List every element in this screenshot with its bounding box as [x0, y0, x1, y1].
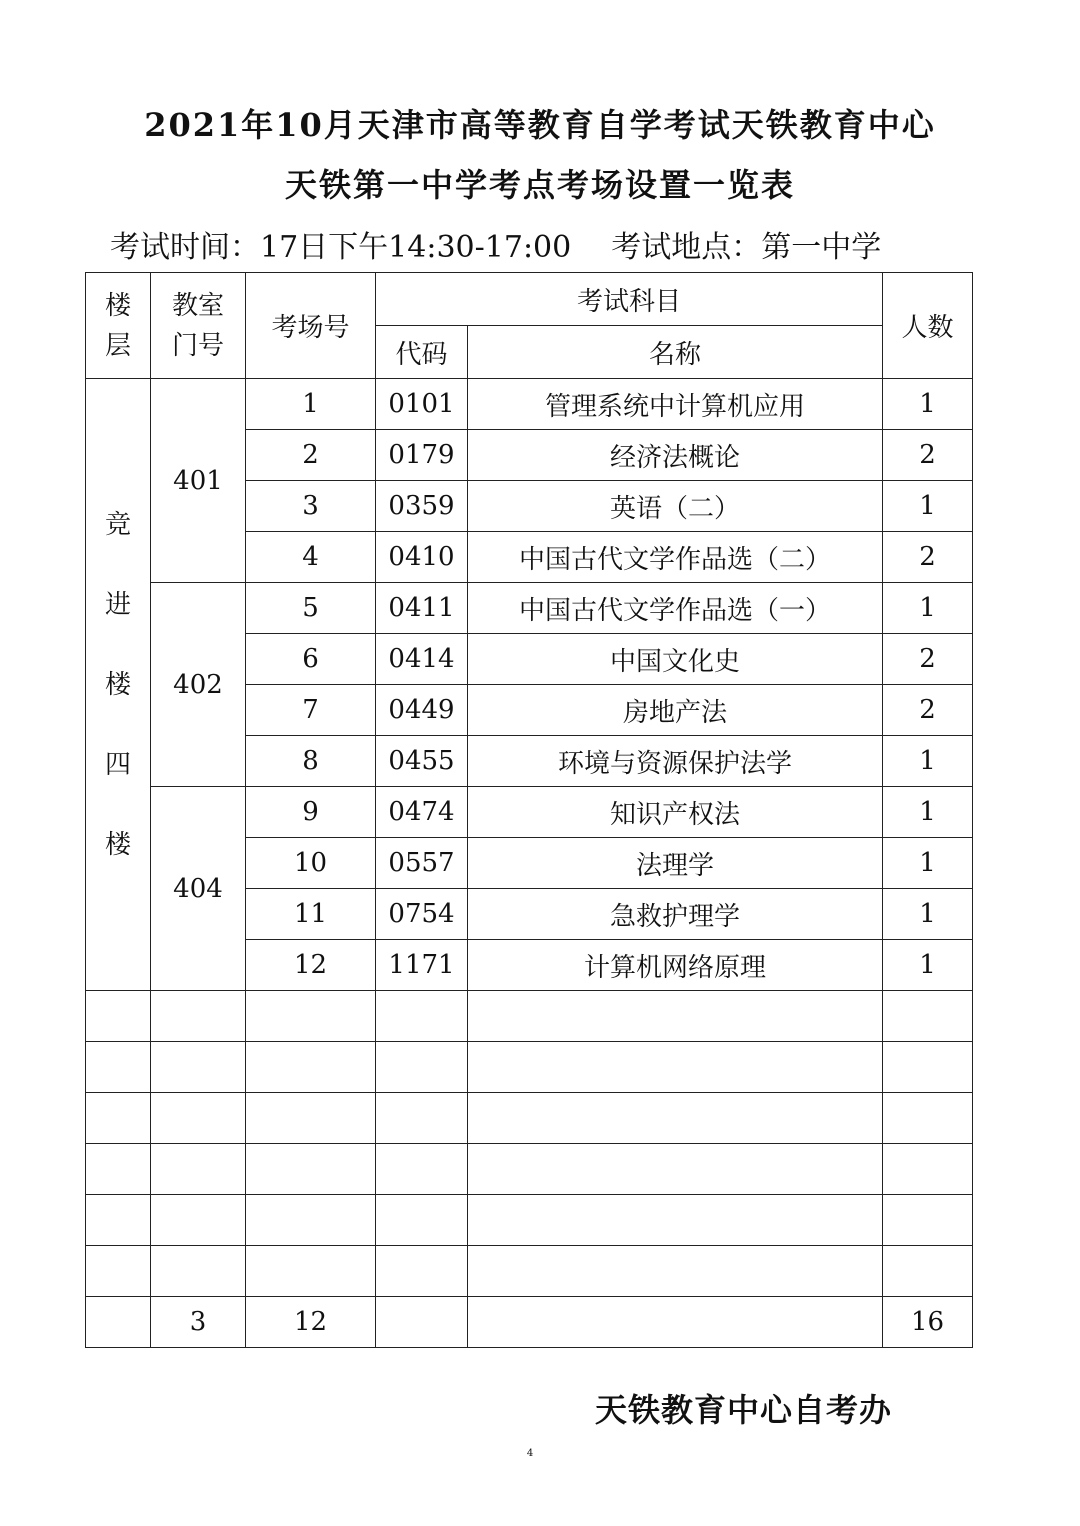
empty-row [86, 1246, 973, 1297]
count-cell: 2 [883, 685, 973, 736]
hall-cell: 7 [246, 685, 376, 736]
code-cell: 0455 [376, 736, 468, 787]
header-hall: 考场号 [246, 273, 376, 379]
table-row [86, 379, 973, 430]
header-count: 人数 [883, 273, 973, 379]
code-cell: 0411 [376, 583, 468, 634]
code-cell: 0101 [376, 379, 468, 430]
code-cell: 0410 [376, 532, 468, 583]
exam-time-value: 17日下午14:30-17:00 [260, 230, 572, 265]
empty-row [86, 1144, 973, 1195]
hall-cell: 9 [246, 787, 376, 838]
hall-cell: 8 [246, 736, 376, 787]
page-number: 4 [526, 1448, 534, 1459]
table-row [86, 583, 973, 634]
hall-cell: 4 [246, 532, 376, 583]
code-cell: 0557 [376, 838, 468, 889]
hall-cell: 12 [246, 940, 376, 991]
room-cell-404: 404 [151, 787, 246, 991]
totals-row [86, 1297, 973, 1348]
empty-row [86, 1093, 973, 1144]
name-cell: 英语（二） [468, 481, 883, 532]
total-rooms: 3 [151, 1297, 246, 1348]
code-cell: 0449 [376, 685, 468, 736]
hall-cell: 1 [246, 379, 376, 430]
empty-row [86, 1195, 973, 1246]
header-name: 名称 [468, 326, 883, 379]
empty-row [86, 991, 973, 1042]
count-cell: 1 [883, 889, 973, 940]
header-room: 教室门号 [151, 273, 246, 379]
code-cell: 0359 [376, 481, 468, 532]
hall-cell: 2 [246, 430, 376, 481]
count-cell: 1 [883, 940, 973, 991]
hall-cell: 10 [246, 838, 376, 889]
name-cell: 经济法概论 [468, 430, 883, 481]
name-cell: 中国文化史 [468, 634, 883, 685]
total-count: 16 [883, 1297, 973, 1348]
count-cell: 1 [883, 481, 973, 532]
header-code: 代码 [376, 326, 468, 379]
code-cell: 0754 [376, 889, 468, 940]
hall-cell: 6 [246, 634, 376, 685]
exam-place-label: 考试地点： [611, 230, 762, 265]
count-cell: 2 [883, 532, 973, 583]
name-cell: 计算机网络原理 [468, 940, 883, 991]
name-cell: 中国古代文学作品选（一） [468, 583, 883, 634]
page-title: 2021年10月天津市高等教育自学考试天铁教育中心 [144, 106, 936, 144]
name-cell: 环境与资源保护法学 [468, 736, 883, 787]
code-cell: 0414 [376, 634, 468, 685]
hall-cell: 11 [246, 889, 376, 940]
room-cell-402: 402 [151, 583, 246, 787]
signature: 天铁教育中心自考办 [595, 1391, 893, 1429]
count-cell: 2 [883, 430, 973, 481]
name-cell: 急救护理学 [468, 889, 883, 940]
count-cell: 2 [883, 634, 973, 685]
name-cell: 法理学 [468, 838, 883, 889]
code-cell: 0179 [376, 430, 468, 481]
count-cell: 1 [883, 787, 973, 838]
code-cell: 1171 [376, 940, 468, 991]
name-cell: 房地产法 [468, 685, 883, 736]
count-cell: 1 [883, 583, 973, 634]
page-subtitle: 天铁第一中学考点考场设置一览表 [284, 166, 795, 204]
name-cell: 管理系统中计算机应用 [468, 379, 883, 430]
table-row [86, 787, 973, 838]
empty-row [86, 1042, 973, 1093]
hall-cell: 3 [246, 481, 376, 532]
header-floor: 楼层 [86, 273, 151, 379]
floor-cell: 竞进楼四楼 [86, 379, 151, 991]
exam-place-value: 第一中学 [761, 230, 882, 265]
hall-cell: 5 [246, 583, 376, 634]
total-halls: 12 [246, 1297, 376, 1348]
exam-arrangement-table [85, 272, 973, 1348]
header-subject: 考试科目 [376, 273, 883, 326]
name-cell: 中国古代文学作品选（二） [468, 532, 883, 583]
count-cell: 1 [883, 838, 973, 889]
exam-info [110, 222, 881, 266]
room-cell-401: 401 [151, 379, 246, 583]
count-cell: 1 [883, 379, 973, 430]
exam-time-label: 考试时间： [110, 230, 260, 265]
count-cell: 1 [883, 736, 973, 787]
code-cell: 0474 [376, 787, 468, 838]
name-cell: 知识产权法 [468, 787, 883, 838]
